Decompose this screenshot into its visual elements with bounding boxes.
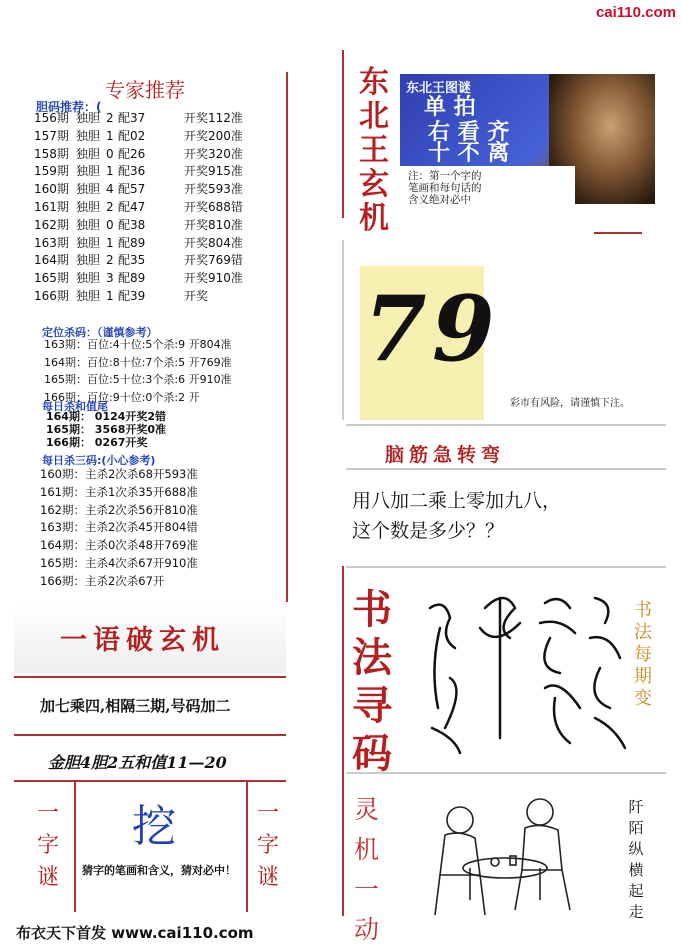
dan-heading: 胆码推荐：( xyxy=(36,100,102,114)
dan-cell-dan: 0 xyxy=(106,146,114,161)
zimi-right-label: 一 字 谜 xyxy=(256,801,279,890)
dan-cell-dan: 2 xyxy=(106,200,114,214)
dan-cell-period: 166期 xyxy=(34,289,69,303)
dan-cell-period: 160期 xyxy=(34,182,69,197)
dan-cell-pei: 配89 xyxy=(118,271,146,286)
dan-row xyxy=(34,110,254,127)
dan-cell-tag: 独胆 xyxy=(76,217,101,232)
dan-row xyxy=(34,163,254,180)
dan-row xyxy=(34,252,254,269)
dan-cell-tag: 独胆 xyxy=(76,200,101,214)
dan-cell-tag: 独胆 xyxy=(76,146,101,161)
yiyu-text: 加七乘四,相隔三期,号码加二 xyxy=(40,697,231,715)
dingwei-row: 163期：百位:4十位:5个杀:9 开804准 xyxy=(44,338,232,351)
shufa-side-text: 书 法 每 期 变 xyxy=(634,600,652,709)
divider xyxy=(14,676,286,678)
dan-row xyxy=(34,128,254,145)
riddle-hint: 猜字的笔画和含义，猜对必中！ xyxy=(82,864,236,877)
dan-cell-pei: 配36 xyxy=(118,164,146,179)
dongbei-title: 东 北 王 玄 机 xyxy=(359,65,389,236)
dingwei-heading: 定位杀码：（谨慎参考） xyxy=(42,326,158,339)
dan-cell-period: 164期 xyxy=(34,253,69,268)
riddle-line: 单 拍 xyxy=(424,95,476,120)
dan-cell-tag: 独胆 xyxy=(76,271,101,286)
cartoon-image xyxy=(410,790,610,920)
dan-cell-dan: 0 xyxy=(106,217,114,232)
dan-cell-dan: 2 xyxy=(106,111,114,125)
divider xyxy=(594,232,642,234)
hezhi-row: 165期： 3568开奖0准 xyxy=(46,423,167,436)
hezhi-heading: 每日杀和值尾 xyxy=(42,400,108,413)
dan-cell-dan: 2 xyxy=(106,253,114,268)
dan-cell-tag: 独胆 xyxy=(76,289,101,303)
dan-cell-result: 开奖910准 xyxy=(184,271,243,286)
dan-cell-dan: 3 xyxy=(106,271,114,286)
divider xyxy=(14,734,286,736)
sanma-row: 165期：主杀4次杀67开910准 xyxy=(40,556,198,570)
dan-cell-result: 开奖320准 xyxy=(184,146,243,161)
naojin-title: 脑筋急转弯 xyxy=(385,444,506,466)
riddle-hint: 注：第一个字的 笔画和每句话的 含义绝对必中 xyxy=(400,166,575,204)
dan-cell-tag: 独胆 xyxy=(76,182,101,197)
dongbei-riddle-image xyxy=(400,74,655,204)
sanma-row: 166期：主杀2次杀67开 xyxy=(40,573,165,588)
sanma-row: 161期：主杀1次杀35开688准 xyxy=(40,484,198,499)
zimi-left-label: 一 字 谜 xyxy=(36,801,59,890)
sanma-row: 160期：主杀2次杀68开593准 xyxy=(40,467,198,481)
hezhi-row: 166期： 0267开奖 xyxy=(46,436,148,449)
dan-cell-period: 156期 xyxy=(34,111,69,125)
dan-cell-pei: 配38 xyxy=(118,217,146,232)
sanma-row: 164期：主杀0次杀48开769准 xyxy=(40,538,198,553)
dan-row xyxy=(34,199,254,216)
divider xyxy=(246,780,248,912)
dan-row xyxy=(34,270,254,287)
dan-cell-result: 开奖769错 xyxy=(184,253,243,268)
dingwei-row: 166期：百位:9十位:0个杀:2 开 xyxy=(44,390,200,404)
divider xyxy=(342,50,344,218)
expert-title: 专家推荐 xyxy=(105,78,185,102)
dan-row xyxy=(34,235,254,252)
risk-warning: 彩市有风险，请谨慎下注。 xyxy=(510,398,630,409)
dan-cell-period: 161期 xyxy=(34,200,69,214)
dingwei-row: 164期：百位:8十位:7个杀:5 开769准 xyxy=(44,355,232,369)
dan-cell-period: 163期 xyxy=(34,235,69,250)
divider xyxy=(346,772,666,774)
dan-cell-tag: 独胆 xyxy=(76,128,101,143)
dingwei-row: 165期：百位:5十位:3个杀:6 开910准 xyxy=(44,373,232,386)
divider xyxy=(342,240,344,420)
dan-cell-result: 开奖593准 xyxy=(184,182,243,197)
divider xyxy=(346,424,666,426)
dan-row xyxy=(34,181,254,198)
dan-cell-pei: 配47 xyxy=(118,200,146,214)
sanma-row: 163期：主杀2次杀45开804错 xyxy=(40,520,198,535)
dan-cell-result: 开奖112准 xyxy=(184,111,243,125)
site-logo[interactable]: cai110.com xyxy=(595,4,676,21)
calligraphy-image xyxy=(410,578,630,768)
dan-row xyxy=(34,217,254,234)
dan-cell-dan: 1 xyxy=(106,235,114,250)
dan-cell-result: 开奖915准 xyxy=(184,164,243,179)
dan-row xyxy=(34,288,254,305)
dan-cell-dan: 1 xyxy=(106,289,114,303)
divider xyxy=(346,468,666,470)
dan-cell-tag: 独胆 xyxy=(76,235,101,250)
dan-cell-pei: 配39 xyxy=(118,289,146,303)
dan-cell-period: 157期 xyxy=(34,128,69,143)
riddle-line: 十 不 离 xyxy=(428,141,510,166)
divider xyxy=(346,566,666,568)
dan-cell-period: 158期 xyxy=(34,146,69,161)
footer-text[interactable]: 布衣天下首发 www.cai110.com xyxy=(16,924,254,942)
dan-cell-result: 开奖200准 xyxy=(184,128,243,143)
dan-cell-dan: 1 xyxy=(106,128,114,143)
number-1: 7 xyxy=(364,276,427,382)
dan-cell-dan: 1 xyxy=(106,164,114,179)
dan-cell-tag: 独胆 xyxy=(76,253,101,268)
naojin-question: 用八加二乘上零加九八， 这个数是多少？？ xyxy=(352,490,562,542)
dan-cell-period: 162期 xyxy=(34,217,69,232)
sanma-heading: 每日杀三码:(小心参考) xyxy=(42,454,156,467)
dan-cell-period: 165期 xyxy=(34,271,69,286)
dan-cell-pei: 配37 xyxy=(118,111,146,125)
dan-cell-dan: 4 xyxy=(106,182,114,197)
dan-cell-period: 159期 xyxy=(34,164,69,179)
dan-cell-pei: 配26 xyxy=(118,146,146,161)
lingji-side-text: 阡 陌 纵 横 起 走 xyxy=(628,798,644,921)
lingji-title: 灵 机 一 动 xyxy=(354,795,380,944)
dan-cell-pei: 配35 xyxy=(118,253,146,268)
divider xyxy=(342,566,344,916)
riddle-character: 挖 xyxy=(132,801,176,852)
dan-cell-result: 开奖688错 xyxy=(184,200,243,214)
dan-cell-pei: 配57 xyxy=(118,182,146,197)
yiyu-title: 一语破玄机 xyxy=(60,625,225,656)
image-label: 东北王图谜 xyxy=(406,81,472,96)
hezhi-row: 164期： 0124开奖2错 xyxy=(46,410,167,423)
dan-cell-result: 开奖804准 xyxy=(184,235,243,250)
dan-cell-pei: 配02 xyxy=(118,128,146,143)
dan-cell-result: 开奖 xyxy=(184,289,209,303)
dan-cell-pei: 配89 xyxy=(118,235,146,250)
dan-cell-tag: 独胆 xyxy=(76,164,101,179)
divider xyxy=(74,780,76,912)
jindan-text: 金胆4胆2五和值11—20 xyxy=(48,753,227,772)
riddle-line: 右 看 齐 xyxy=(428,120,510,145)
shufa-title: 书 法 寻 码 xyxy=(352,586,392,777)
dan-cell-tag: 独胆 xyxy=(76,111,101,125)
number-2: 9 xyxy=(432,276,495,382)
sanma-row: 162期：主杀2次杀56开810准 xyxy=(40,502,198,517)
dan-row xyxy=(34,146,254,163)
dan-cell-result: 开奖810准 xyxy=(184,217,243,232)
